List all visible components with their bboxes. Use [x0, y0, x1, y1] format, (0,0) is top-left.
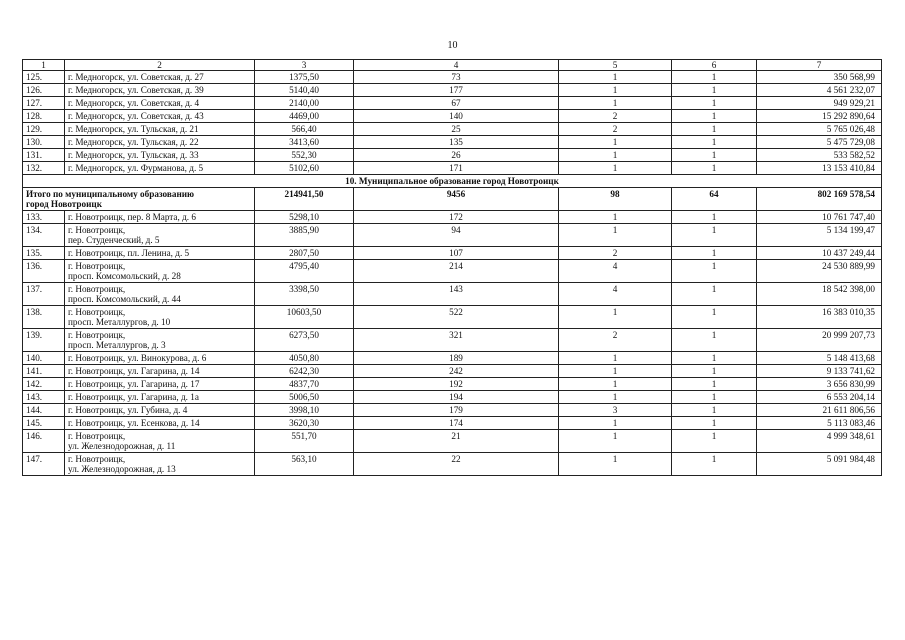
table-row: [23, 71, 882, 84]
table-row: [23, 211, 882, 224]
address-cell: г. Новотроицк, ул. Гагарина, д. 17: [65, 378, 255, 391]
col6-cell: 1: [672, 417, 757, 430]
row-number: 146.: [23, 430, 65, 453]
col5-cell: 2: [559, 247, 672, 260]
cost-cell: 9 133 741,62: [757, 365, 882, 378]
col6-cell: 1: [672, 391, 757, 404]
col5-cell: 1: [559, 365, 672, 378]
row-number: 144.: [23, 404, 65, 417]
col6-cell: 1: [672, 97, 757, 110]
table-row: [23, 224, 882, 247]
area-cell: 4837,70: [255, 378, 354, 391]
residents-cell: 140: [354, 110, 559, 123]
total-col6: 64: [672, 188, 757, 211]
residents-cell: 67: [354, 97, 559, 110]
table-row: [23, 136, 882, 149]
row-number: 137.: [23, 283, 65, 306]
col5-cell: 1: [559, 84, 672, 97]
cost-cell: 18 542 398,00: [757, 283, 882, 306]
cost-cell: 3 656 830,99: [757, 378, 882, 391]
col6-cell: 1: [672, 378, 757, 391]
area-cell: 6242,30: [255, 365, 354, 378]
row-number: 136.: [23, 260, 65, 283]
total-row: [23, 188, 882, 211]
cost-cell: 5 148 413,68: [757, 352, 882, 365]
col5-cell: 1: [559, 224, 672, 247]
cost-cell: 5 113 083,46: [757, 417, 882, 430]
row-number: 134.: [23, 224, 65, 247]
address-cell: г. Новотроицк, ул. Железнодорожная, д. 13: [65, 453, 255, 476]
residents-cell: 174: [354, 417, 559, 430]
area-cell: 566,40: [255, 123, 354, 136]
row-number: 127.: [23, 97, 65, 110]
table-row: [23, 430, 882, 453]
total-area: 214941,50: [255, 188, 354, 211]
col6-cell: 1: [672, 162, 757, 175]
col6-cell: 1: [672, 404, 757, 417]
area-cell: 5006,50: [255, 391, 354, 404]
row-number: 132.: [23, 162, 65, 175]
residents-cell: 192: [354, 378, 559, 391]
address-cell: г. Медногорск, ул. Тульская, д. 22: [65, 136, 255, 149]
residents-cell: 177: [354, 84, 559, 97]
row-number: 131.: [23, 149, 65, 162]
address-cell: г. Новотроицк, ул. Винокурова, д. 6: [65, 352, 255, 365]
col5-cell: 1: [559, 97, 672, 110]
total-cost: 802 169 578,54: [757, 188, 882, 211]
col5-cell: 1: [559, 136, 672, 149]
cost-cell: 21 611 806,56: [757, 404, 882, 417]
cost-cell: 15 292 890,64: [757, 110, 882, 123]
cost-cell: 10 761 747,40: [757, 211, 882, 224]
area-cell: 3413,60: [255, 136, 354, 149]
table-row: [23, 329, 882, 352]
col5-cell: 2: [559, 329, 672, 352]
address-cell: г. Медногорск, ул. Фурманова, д. 5: [65, 162, 255, 175]
row-number: 125.: [23, 71, 65, 84]
address-cell: г. Медногорск, ул. Тульская, д. 21: [65, 123, 255, 136]
table-row: [23, 352, 882, 365]
col5-cell: 1: [559, 453, 672, 476]
table-row: [23, 247, 882, 260]
row-number: 145.: [23, 417, 65, 430]
area-cell: 3998,10: [255, 404, 354, 417]
table-row: [23, 417, 882, 430]
table-body: [23, 60, 882, 476]
row-number: 135.: [23, 247, 65, 260]
row-number: 129.: [23, 123, 65, 136]
table-row: [23, 453, 882, 476]
col6-cell: 1: [672, 260, 757, 283]
col6-cell: 1: [672, 136, 757, 149]
address-cell: г. Новотроицк, пл. Ленина, д. 5: [65, 247, 255, 260]
residents-cell: 135: [354, 136, 559, 149]
address-cell: г. Новотроицк, ул. Губина, д. 4: [65, 404, 255, 417]
col6-cell: 1: [672, 329, 757, 352]
area-cell: 551,70: [255, 430, 354, 453]
table-row: [23, 306, 882, 329]
address-cell: г. Медногорск, ул. Советская, д. 4: [65, 97, 255, 110]
col6-cell: 1: [672, 352, 757, 365]
column-header: 3: [255, 60, 354, 71]
residents-cell: 214: [354, 260, 559, 283]
cost-cell: 24 530 889,99: [757, 260, 882, 283]
residents-cell: 179: [354, 404, 559, 417]
area-cell: 2140,00: [255, 97, 354, 110]
area-cell: 552,30: [255, 149, 354, 162]
address-cell: г. Новотроицк, ул. Гагарина, д. 14: [65, 365, 255, 378]
col5-cell: 1: [559, 352, 672, 365]
table-row: [23, 260, 882, 283]
address-cell: г. Новотроицк, пер. Студенческий, д. 5: [65, 224, 255, 247]
total-label: Итого по муниципальному образованию город Новотроицк: [23, 188, 255, 211]
table-row: [23, 378, 882, 391]
residents-cell: 21: [354, 430, 559, 453]
col6-cell: 1: [672, 84, 757, 97]
area-cell: 3398,50: [255, 283, 354, 306]
col6-cell: 1: [672, 365, 757, 378]
residents-cell: 171: [354, 162, 559, 175]
area-cell: 3620,30: [255, 417, 354, 430]
total-col5: 98: [559, 188, 672, 211]
cost-cell: 10 437 249,44: [757, 247, 882, 260]
cost-cell: 5 091 984,48: [757, 453, 882, 476]
col5-cell: 3: [559, 404, 672, 417]
col5-cell: 1: [559, 378, 672, 391]
cost-cell: 20 999 207,73: [757, 329, 882, 352]
housing-table: [22, 59, 882, 476]
column-header: 5: [559, 60, 672, 71]
table-row: [23, 84, 882, 97]
residents-cell: 143: [354, 283, 559, 306]
cost-cell: 5 134 199,47: [757, 224, 882, 247]
col5-cell: 1: [559, 162, 672, 175]
residents-cell: 172: [354, 211, 559, 224]
table-row: [23, 123, 882, 136]
cost-cell: 6 553 204,14: [757, 391, 882, 404]
col6-cell: 1: [672, 211, 757, 224]
col5-cell: 2: [559, 110, 672, 123]
residents-cell: 73: [354, 71, 559, 84]
table-row: [23, 110, 882, 123]
col5-cell: 1: [559, 430, 672, 453]
address-cell: г. Новотроицк, пер. 8 Марта, д. 6: [65, 211, 255, 224]
residents-cell: 94: [354, 224, 559, 247]
section-title: 10. Муниципальное образование город Новотроицк: [23, 175, 882, 188]
column-header: 7: [757, 60, 882, 71]
table-row: [23, 365, 882, 378]
residents-cell: 242: [354, 365, 559, 378]
total-residents: 9456: [354, 188, 559, 211]
col5-cell: 4: [559, 260, 672, 283]
row-number: 128.: [23, 110, 65, 123]
row-number: 138.: [23, 306, 65, 329]
col6-cell: 1: [672, 71, 757, 84]
address-cell: г. Новотроицк, просп. Металлургов, д. 10: [65, 306, 255, 329]
table-row: [23, 404, 882, 417]
row-number: 140.: [23, 352, 65, 365]
cost-cell: 4 999 348,61: [757, 430, 882, 453]
col6-cell: 1: [672, 123, 757, 136]
col6-cell: 1: [672, 224, 757, 247]
area-cell: 563,10: [255, 453, 354, 476]
col5-cell: 1: [559, 391, 672, 404]
address-cell: г. Медногорск, ул. Советская, д. 39: [65, 84, 255, 97]
cost-cell: 16 383 010,35: [757, 306, 882, 329]
area-cell: 3885,90: [255, 224, 354, 247]
area-cell: 10603,50: [255, 306, 354, 329]
address-cell: г. Медногорск, ул. Советская, д. 27: [65, 71, 255, 84]
address-cell: г. Медногорск, ул. Советская, д. 43: [65, 110, 255, 123]
col6-cell: 1: [672, 149, 757, 162]
area-cell: 1375,50: [255, 71, 354, 84]
address-cell: г. Новотроицк, просп. Комсомольский, д. 44: [65, 283, 255, 306]
cost-cell: 350 568,99: [757, 71, 882, 84]
col6-cell: 1: [672, 430, 757, 453]
area-cell: 5140,40: [255, 84, 354, 97]
residents-cell: 194: [354, 391, 559, 404]
page-number: 10: [447, 40, 458, 51]
col5-cell: 1: [559, 211, 672, 224]
address-cell: г. Новотроицк, просп. Комсомольский, д. 28: [65, 260, 255, 283]
area-cell: 4050,80: [255, 352, 354, 365]
residents-cell: 189: [354, 352, 559, 365]
table-row: [23, 283, 882, 306]
cost-cell: 949 929,21: [757, 97, 882, 110]
address-cell: г. Медногорск, ул. Тульская, д. 33: [65, 149, 255, 162]
row-number: 139.: [23, 329, 65, 352]
row-number: 143.: [23, 391, 65, 404]
area-cell: 4795,40: [255, 260, 354, 283]
section-row: [23, 175, 882, 188]
table-row: [23, 162, 882, 175]
column-header: 6: [672, 60, 757, 71]
column-number-row: [23, 60, 882, 71]
residents-cell: 25: [354, 123, 559, 136]
col5-cell: 1: [559, 417, 672, 430]
row-number: 141.: [23, 365, 65, 378]
col6-cell: 1: [672, 306, 757, 329]
cost-cell: 5 765 026,48: [757, 123, 882, 136]
area-cell: 5298,10: [255, 211, 354, 224]
row-number: 133.: [23, 211, 65, 224]
col5-cell: 1: [559, 71, 672, 84]
residents-cell: 22: [354, 453, 559, 476]
cost-cell: 13 153 410,84: [757, 162, 882, 175]
cost-cell: 4 561 232,07: [757, 84, 882, 97]
column-header: 1: [23, 60, 65, 71]
row-number: 142.: [23, 378, 65, 391]
residents-cell: 26: [354, 149, 559, 162]
area-cell: 2807,50: [255, 247, 354, 260]
table-row: [23, 149, 882, 162]
residents-cell: 522: [354, 306, 559, 329]
address-cell: г. Новотроицк, ул. Железнодорожная, д. 11: [65, 430, 255, 453]
row-number: 147.: [23, 453, 65, 476]
row-number: 126.: [23, 84, 65, 97]
residents-cell: 107: [354, 247, 559, 260]
cost-cell: 533 582,52: [757, 149, 882, 162]
address-cell: г. Новотроицк, ул. Гагарина, д. 1а: [65, 391, 255, 404]
col5-cell: 1: [559, 149, 672, 162]
column-header: 4: [354, 60, 559, 71]
area-cell: 4469,00: [255, 110, 354, 123]
table-row: [23, 391, 882, 404]
col6-cell: 1: [672, 453, 757, 476]
area-cell: 6273,50: [255, 329, 354, 352]
col6-cell: 1: [672, 110, 757, 123]
table-row: [23, 97, 882, 110]
area-cell: 5102,60: [255, 162, 354, 175]
address-cell: г. Новотроицк, просп. Металлургов, д. 3: [65, 329, 255, 352]
col5-cell: 2: [559, 123, 672, 136]
col5-cell: 1: [559, 306, 672, 329]
col5-cell: 4: [559, 283, 672, 306]
col6-cell: 1: [672, 283, 757, 306]
column-header: 2: [65, 60, 255, 71]
col6-cell: 1: [672, 247, 757, 260]
residents-cell: 321: [354, 329, 559, 352]
row-number: 130.: [23, 136, 65, 149]
cost-cell: 5 475 729,08: [757, 136, 882, 149]
address-cell: г. Новотроицк, ул. Есенкова, д. 14: [65, 417, 255, 430]
